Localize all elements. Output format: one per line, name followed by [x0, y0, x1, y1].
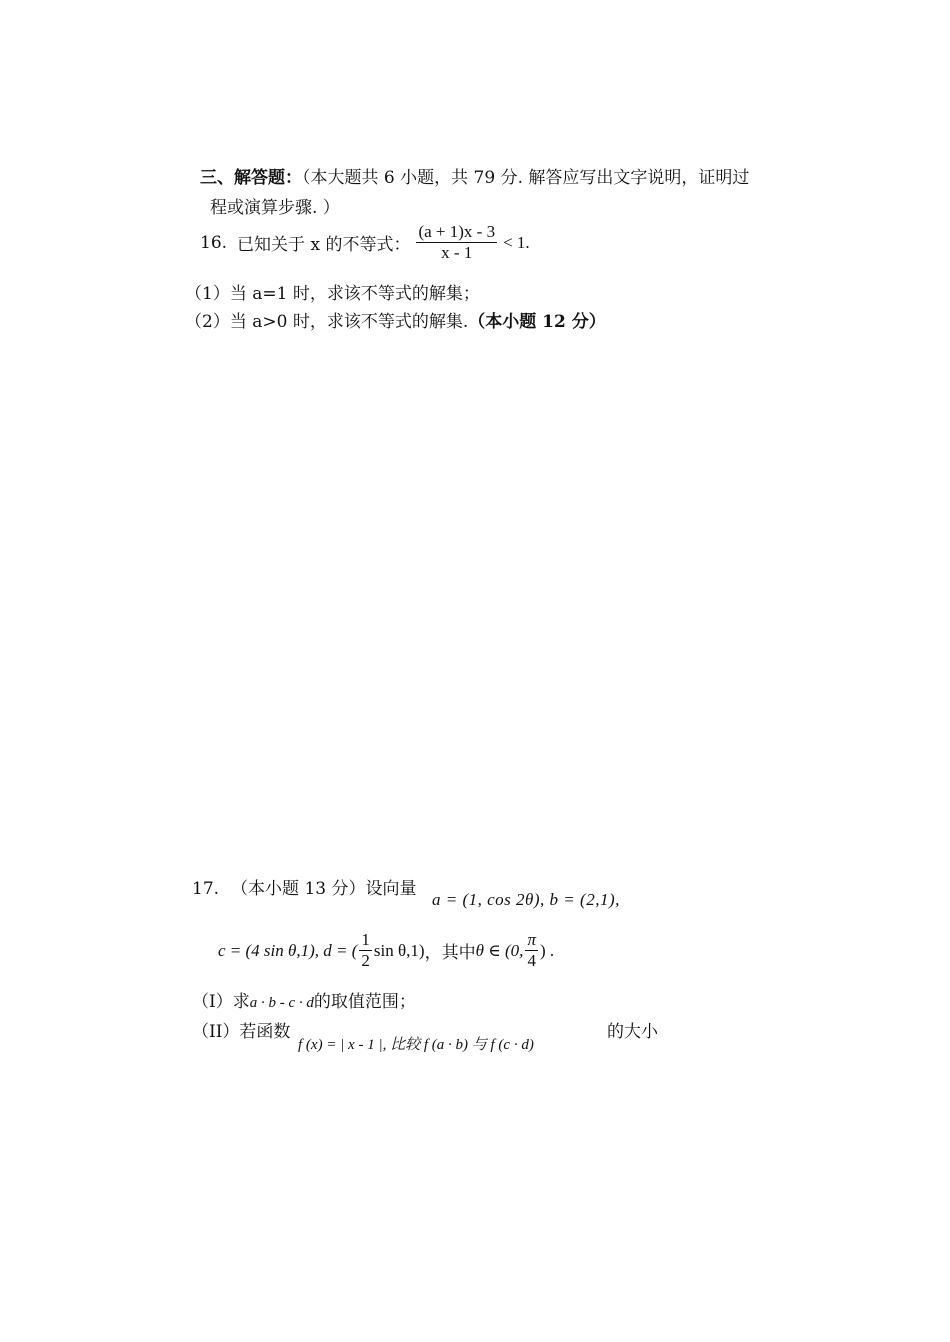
q17-stem: （本小题 13 分）设向量	[231, 879, 417, 899]
q17-half-den: 2	[361, 951, 370, 970]
q17-line2	[218, 930, 554, 971]
q16-rhs: < 1.	[503, 232, 530, 252]
q17-pi-fraction	[525, 930, 538, 971]
q16-fraction-numerator: (a + 1)x - 3	[418, 222, 496, 241]
q17-number: 17.	[192, 879, 220, 899]
q17-part2-prefix: （II）若函数	[192, 1022, 291, 1042]
q17-part1-line	[192, 987, 416, 1012]
q16-stem: 已知关于 x 的不等式：	[237, 235, 411, 255]
q17-sin-term: sin θ,1)	[373, 940, 425, 960]
q16-fraction-denominator: x - 1	[416, 242, 497, 263]
q17-four: 4	[525, 950, 538, 971]
q17-part2-func: f (x) = | x - 1 |, 比较 f (a · b) 与 f (c · d)	[298, 1037, 534, 1053]
q17-half-fraction	[359, 930, 372, 971]
q16-points: （本小题 12 分）	[468, 312, 606, 332]
q17-part1-suffix: 的取值范围；	[313, 992, 416, 1012]
q16-part2-line	[185, 307, 606, 332]
q17-vector-ab: a = (1, cos 2θ), b = (2,1),	[432, 890, 620, 909]
section-intro-continued: 程或演算步骤. ）	[210, 198, 340, 218]
section-heading-line	[200, 163, 749, 188]
q17-vector-cd: c = (4 sin θ,1), d = (	[218, 940, 358, 960]
q16-part1: （1）当 a=1 时，求该不等式的解集；	[185, 284, 480, 304]
q17-range-end: ) .	[539, 940, 555, 960]
q17-pi: π	[527, 930, 536, 949]
q17-stem-line	[192, 874, 417, 899]
q16-fraction	[416, 222, 497, 263]
q17-range-start: θ ∈ (0,	[475, 940, 524, 960]
section-heading: 三、解答题：	[200, 168, 302, 188]
q17-where: ，其中	[424, 943, 476, 963]
q16-part2: （2）当 a>0 时，求该不等式的解集.	[185, 312, 469, 332]
q17-part1-prefix: （I）求	[192, 992, 250, 1012]
section-intro: （本大题共 6 小题，共 79 分. 解答应写出文字说明，证明过	[302, 168, 750, 188]
q17-part2-suffix: 的大小	[607, 1022, 658, 1042]
q17-half-num: 1	[361, 930, 370, 949]
q16-number: 16.	[200, 232, 228, 253]
q17-part1-expr: a · b - c · d	[249, 995, 314, 1011]
q16-stem-line	[200, 222, 530, 263]
